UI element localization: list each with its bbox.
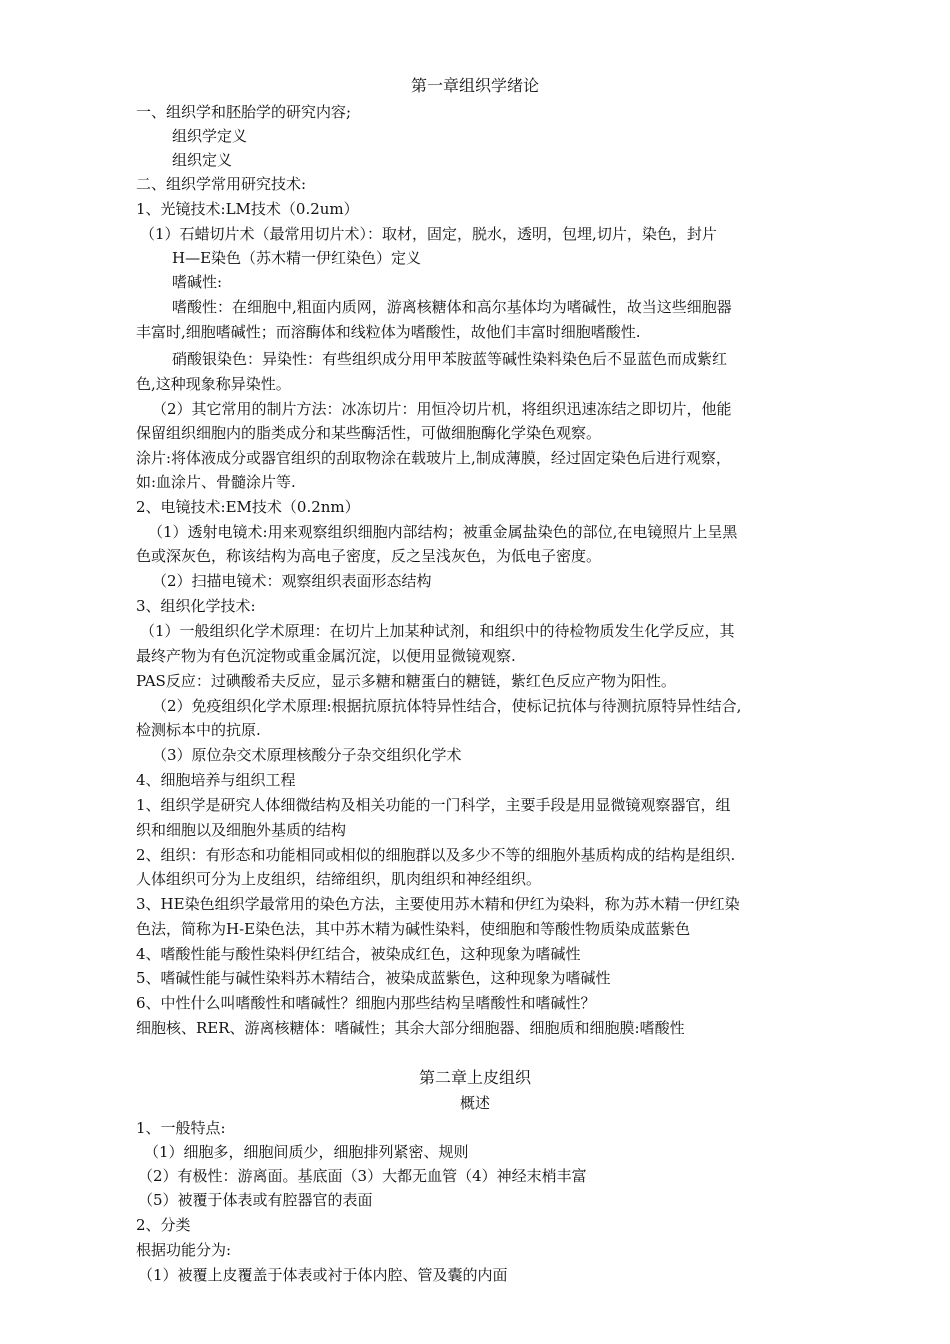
text-line: 1、组织学是研究人体细微结构及相关功能的一门科学，主要手段是用显微镜观察器官，组 bbox=[136, 796, 731, 814]
text-line: 丰富时,细胞嗜碱性；而溶酶体和线粒体为嗜酸性，故他们丰富时细胞嗜酸性. bbox=[136, 323, 641, 341]
text-line: 检测标本中的抗原. bbox=[136, 721, 261, 739]
chapter-2-title: 第二章上皮组织 bbox=[418, 1068, 531, 1087]
text-line: 根据功能分为: bbox=[136, 1241, 232, 1259]
text-line: （1）细胞多，细胞间质少，细胞排列紧密、规则 bbox=[144, 1143, 469, 1161]
text-line: 2、电镜技术:EM技术（0.2nm） bbox=[136, 498, 360, 516]
text-line: （1）石蜡切片术（最常用切片术）：取材，固定，脱水，透明，包埋,切片，染色，封片 bbox=[140, 225, 717, 243]
text-line: H—E染色（苏木精一伊红染色）定义 bbox=[172, 249, 422, 267]
text-line: 6、中性什么叫嗜酸性和嗜碱性？细胞内那些结构呈嗜酸性和嗜碱性？ bbox=[136, 994, 596, 1012]
text-line: 嗜碱性: bbox=[172, 273, 223, 291]
text-line: 3、HE染色组织学最常用的染色方法，主要使用苏木精和伊红为染料，称为苏木精一伊红染 bbox=[136, 895, 740, 913]
text-line: 嗜酸性：在细胞中,粗面内质网，游离核糖体和高尔基体均为嗜碱性，故当这些细胞器 bbox=[172, 298, 732, 316]
text-line: 1、一般特点: bbox=[136, 1119, 226, 1137]
text-line: （2）有极性：游离面。基底面（3）大都无血管（4）神经末梢丰富 bbox=[138, 1167, 587, 1185]
text-line: 1、光镜技术:LM技术（0.2um） bbox=[136, 200, 359, 218]
text-line: 组织定义 bbox=[172, 151, 233, 169]
text-line: 细胞核、RER、游离核糖体：嗜碱性；其余大部分细胞器、细胞质和细胞膜:嗜酸性 bbox=[136, 1019, 685, 1037]
text-line: 人体组织可分为上皮组织，结缔组织，肌肉组织和神经组织。 bbox=[136, 870, 542, 888]
text-line: （1）被覆上皮覆盖于体表或衬于体内腔、管及囊的内面 bbox=[138, 1266, 508, 1284]
text-line: 一、组织学和胚胎学的研究内容; bbox=[136, 103, 352, 121]
text-line: PAS反应：过碘酸希夫反应，显示多糖和糖蛋白的糖链，紫红色反应产物为阳性。 bbox=[136, 672, 676, 690]
text-line: 如:血涂片、骨髓涂片等. bbox=[136, 473, 296, 491]
text-line: （2）其它常用的制片方法：冰冻切片：用恒冷切片机，将组织迅速冻结之即切片，他能 bbox=[152, 400, 732, 418]
text-line: 4、细胞培养与组织工程 bbox=[136, 771, 296, 789]
text-line: 织和细胞以及细胞外基质的结构 bbox=[136, 821, 347, 839]
section-subtitle: 概述 bbox=[459, 1094, 490, 1112]
text-line: 涂片:将体液成分或器官组织的刮取物涂在载玻片上,制成薄膜，经过固定染色后进行观察， bbox=[136, 449, 731, 467]
text-line: 5、嗜碱性能与碱性染料苏木精结合，被染成蓝紫色，这种现象为嗜碱性 bbox=[136, 969, 611, 987]
text-line: 二、组织学常用研究技术: bbox=[136, 175, 307, 193]
chapter-1-title: 第一章组织学绪论 bbox=[410, 76, 539, 95]
text-line: 3、组织化学技术: bbox=[136, 597, 256, 615]
text-line: 硝酸银染色：异染性：有些组织成分用甲苯胺蓝等碱性染料染色后不显蓝色而成紫红 bbox=[172, 350, 728, 368]
text-line: 4、嗜酸性能与酸性染料伊红结合，被染成红色，这种现象为嗜碱性 bbox=[136, 945, 581, 963]
text-line: 最终产物为有色沉淀物或重金属沉淀，以便用显微镜观察. bbox=[136, 647, 516, 665]
text-line: （1）透射电镜术:用来观察组织细胞内部结构；被重金属盐染色的部位,在电镜照片上呈黑 bbox=[148, 523, 738, 541]
text-line: 色,这种现象称异染性。 bbox=[136, 375, 291, 393]
text-line: （2）扫描电镜术：观察组织表面形态结构 bbox=[152, 572, 432, 590]
text-line: （2）免疫组织化学术原理:根据抗原抗体特异性结合，使标记抗体与待测抗原特异性结合, bbox=[152, 697, 742, 715]
text-line: （3）原位杂交术原理核酸分子杂交组织化学术 bbox=[152, 746, 462, 764]
text-line: 色或深灰色，称该结构为高电子密度，反之呈浅灰色，为低电子密度。 bbox=[136, 547, 602, 565]
text-line: 2、组织：有形态和功能相同或相似的细胞群以及多少不等的细胞外基质构成的结构是组织. bbox=[136, 846, 736, 864]
text-line: （1）一般组织化学术原理：在切片上加某种试剂，和组织中的待检物质发生化学反应，其 bbox=[140, 622, 735, 640]
text-line: 2、分类 bbox=[136, 1216, 191, 1234]
text-line: 保留组织细胞内的脂类成分和某些酶活性，可做细胞酶化学染色观察。 bbox=[136, 424, 602, 442]
text-line: （5）被覆于体表或有腔器官的表面 bbox=[138, 1191, 373, 1209]
text-line: 色法，简称为H-E染色法，其中苏木精为碱性染料，使细胞和等酸性物质染成蓝紫色 bbox=[136, 920, 691, 938]
text-line: 组织学定义 bbox=[172, 127, 248, 145]
